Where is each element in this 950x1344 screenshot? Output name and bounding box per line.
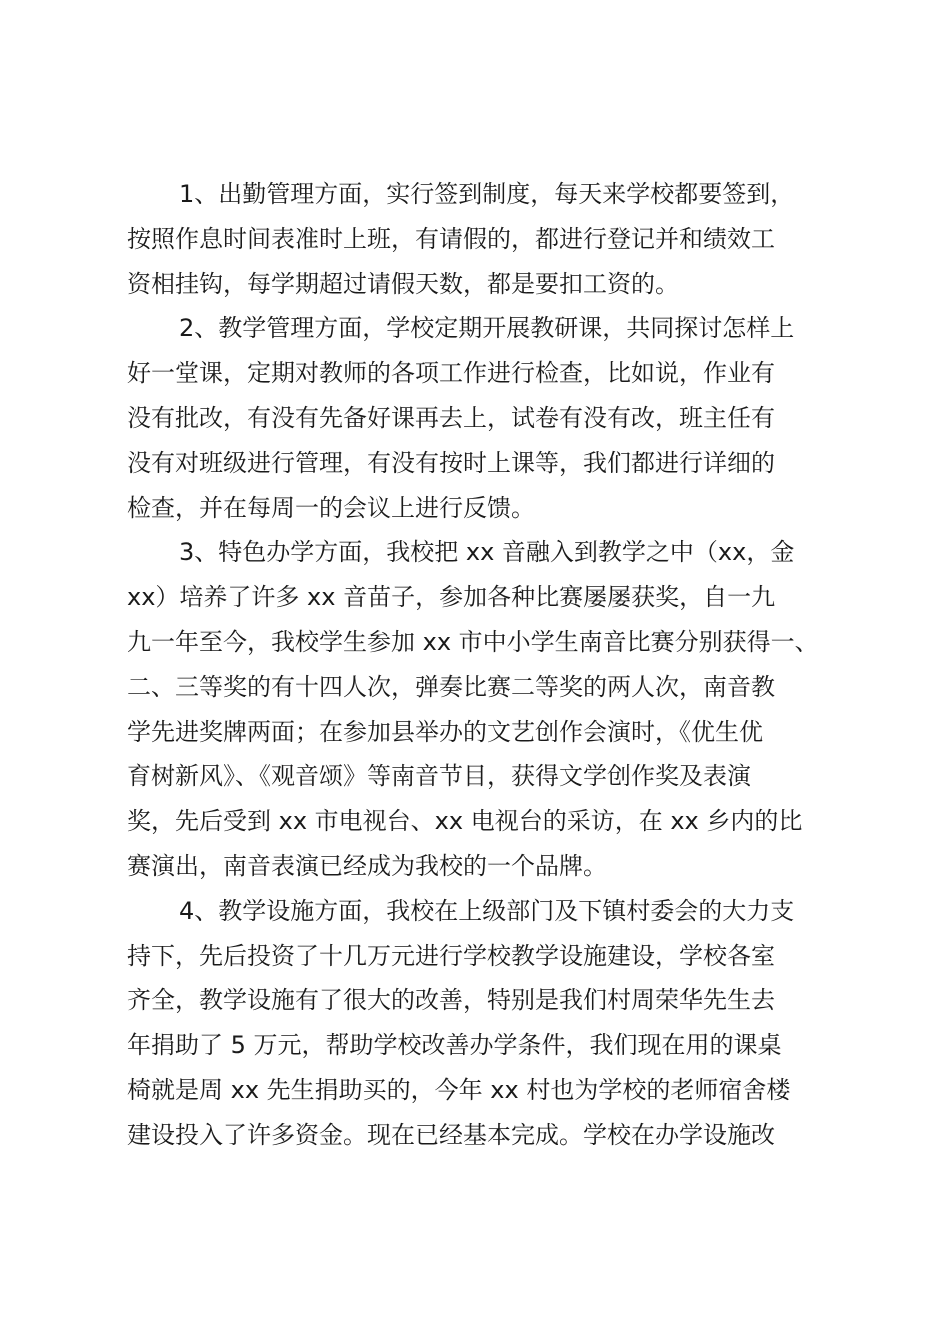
body-text <box>127 172 847 1158</box>
paragraph-line: xx）培养了许多 xx 音苗子，参加各种比赛屡屡获奖，自一九 <box>127 583 776 612</box>
paragraph-line: 持下，先后投资了十几万元进行学校教学设施建设，学校各室 <box>127 941 775 970</box>
paragraph-line: 检查，并在每周一的会议上进行反馈。 <box>127 493 535 522</box>
paragraph-2 <box>127 306 847 530</box>
paragraph-line: 3、特色办学方面，我校把 xx 音融入到教学之中（xx，金 <box>179 538 795 567</box>
paragraph-line: 建设投入了许多资金。现在已经基本完成。学校在办学设施改 <box>127 1120 775 1149</box>
paragraph-line: 2、教学管理方面，学校定期开展教研课，共同探讨怎样上 <box>179 314 795 343</box>
paragraph-line: 赛演出，南音表演已经成为我校的一个品牌。 <box>127 851 607 880</box>
paragraph-line: 没有批改，有没有先备好课再去上，试卷有没有改，班主任有 <box>127 403 775 432</box>
paragraph-line: 资相挂钩，每学期超过请假天数，都是要扣工资的。 <box>127 269 679 298</box>
paragraph-line: 4、教学设施方面，我校在上级部门及下镇村委会的大力支 <box>179 896 795 925</box>
paragraph-line: 二、三等奖的有十四人次，弹奏比赛二等奖的两人次，南音教 <box>127 672 775 701</box>
paragraph-line: 按照作息时间表准时上班，有请假的，都进行登记并和绩效工 <box>127 224 775 253</box>
paragraph-line: 没有对班级进行管理，有没有按时上课等，我们都进行详细的 <box>127 448 775 477</box>
paragraph-line: 1、出勤管理方面，实行签到制度，每天来学校都要签到， <box>179 180 795 208</box>
paragraph-1 <box>127 172 847 306</box>
paragraph-3 <box>127 530 847 888</box>
paragraph-line: 奖，先后受到 xx 市电视台、xx 电视台的采访，在 xx 乡内的比 <box>127 807 803 836</box>
paragraph-line: 好一堂课，定期对教师的各项工作进行检查，比如说，作业有 <box>127 359 775 388</box>
paragraph-line: 椅就是周 xx 先生捐助买的，今年 xx 村也为学校的老师宿舍楼 <box>127 1075 791 1104</box>
paragraph-line: 九一年至今，我校学生参加 xx 市中小学生南音比赛分别获得一、 <box>127 627 819 656</box>
paragraph-line: 育树新风》、《观音颂》等南音节目，获得文学创作奖及表演 <box>127 762 751 791</box>
paragraph-line: 年捐助了 5 万元，帮助学校改善办学条件，我们现在用的课桌 <box>127 1031 782 1060</box>
paragraph-line: 学先进奖牌两面；在参加县举办的文艺创作会演时，《优生优 <box>127 717 763 746</box>
paragraph-4 <box>127 889 847 1158</box>
paragraph-line: 齐全，教学设施有了很大的改善，特别是我们村周荣华先生去 <box>127 986 775 1015</box>
